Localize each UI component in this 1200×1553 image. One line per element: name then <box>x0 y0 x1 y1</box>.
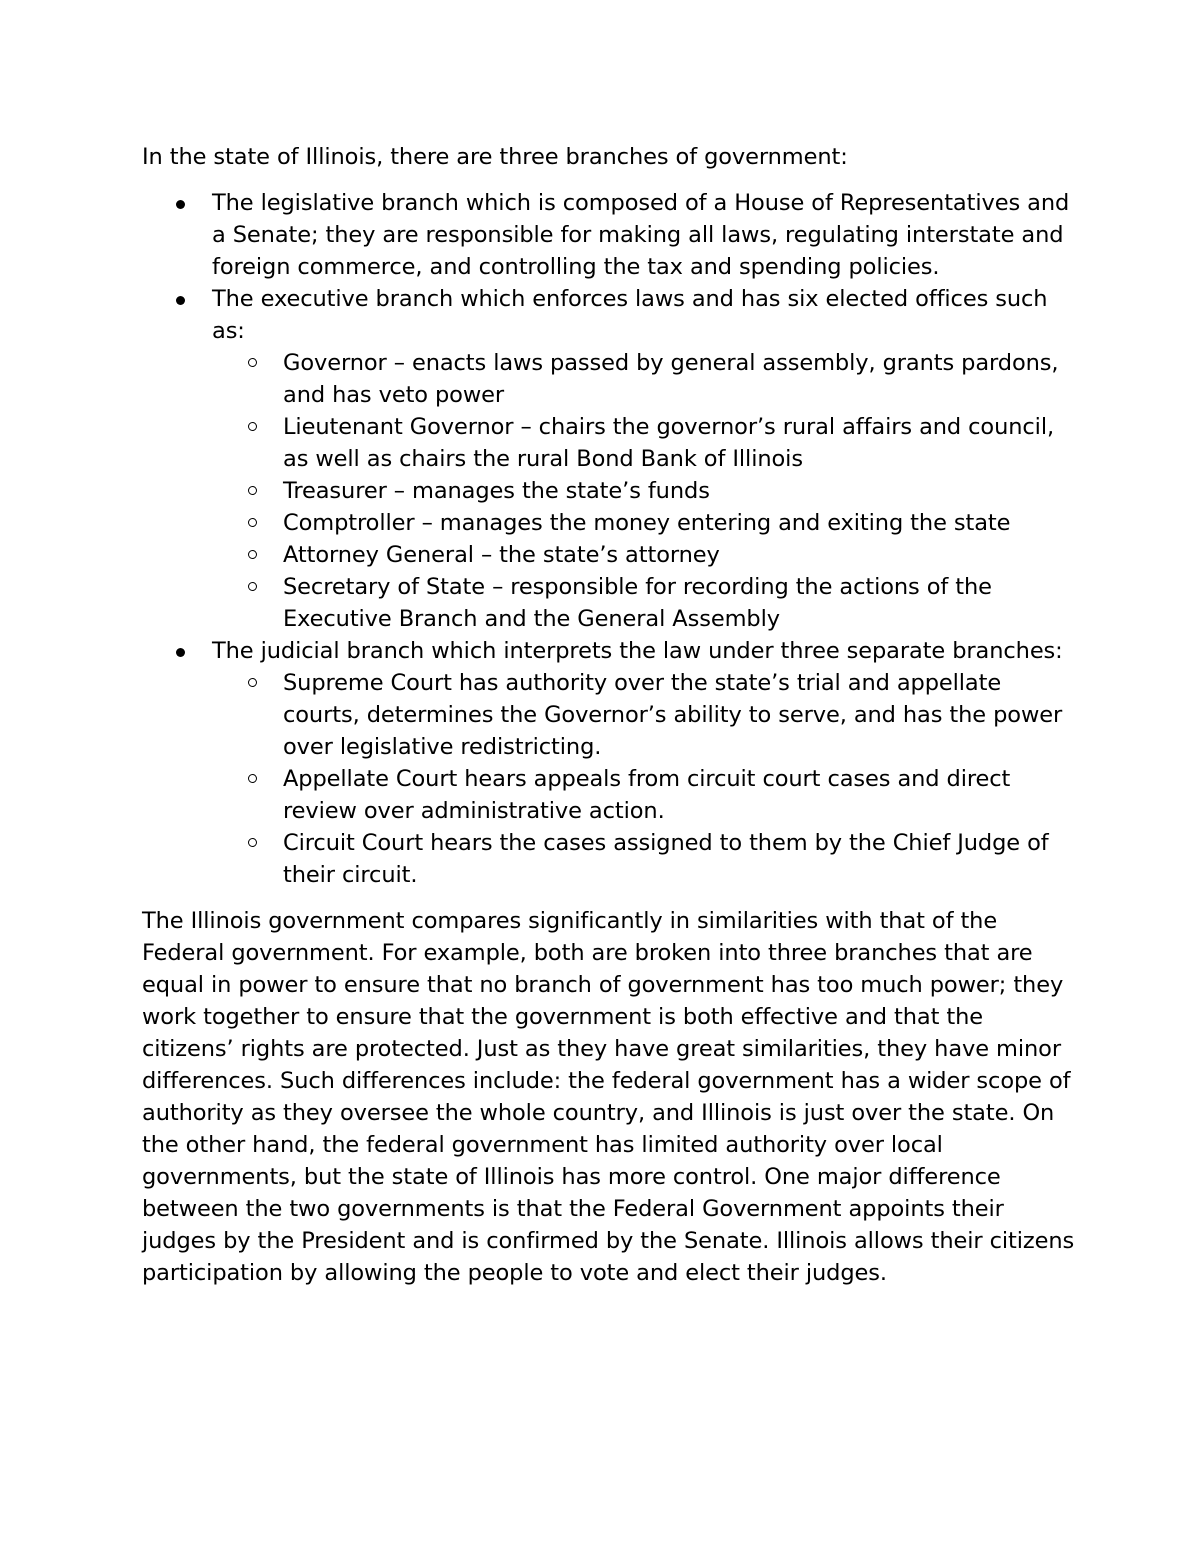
executive-offices-list <box>212 347 1077 635</box>
sub-list-item <box>212 347 1077 411</box>
hollow-bullet-icon <box>248 518 257 527</box>
intro-paragraph: In the state of Illinois, there are three branches of government: <box>142 144 848 170</box>
hollow-bullet-icon <box>248 358 257 367</box>
sub-item-text: Comptroller – manages the money entering and exiting the state <box>283 510 1011 536</box>
document-page <box>142 141 1077 1289</box>
sub-item-text: Supreme Court has authority over the state’s trial and appellate courts, determines the Governor’s ability to serve, and has the power over legislative redistricting. <box>283 670 1063 760</box>
sub-item-text: Appellate Court hears appeals from circuit court cases and direct review over administrative action. <box>283 766 1011 824</box>
branch-item-legislative <box>142 187 1077 283</box>
sub-item-text: Lieutenant Governor – chairs the governor’s rural affairs and council, as well as chairs the rural Bond Bank of Illinois <box>283 414 1055 472</box>
hollow-bullet-icon <box>248 550 257 559</box>
branch-item-executive <box>142 283 1077 635</box>
branch-text: The executive branch which enforces laws and has six elected offices such as: <box>212 286 1048 344</box>
sub-list-item <box>212 827 1077 891</box>
bullet-icon <box>176 200 185 209</box>
sub-list-item <box>212 539 1077 571</box>
hollow-bullet-icon <box>248 582 257 591</box>
comparison-paragraph: The Illinois government compares significantly in similarities with that of the Federal government. For example, both are broken into three branches that are equal in power to ensure that no branch of government has too much power; they work together to ensure that the government is both effective and that the citizens’ rights are protected. Just as they have great similarities, they have minor differences. Such differences include: the federal government has a wider scope of authority as they oversee the whole country, and Illinois is just over the state. On the other hand, the federal government has limited authority over local governments, but the state of Illinois has more control. One major difference between the two governments is that the Federal Government appoints their judges by the President and is confirmed by the Senate. Illinois allows their citizens participation by allowing the people to vote and elect their judges. <box>142 908 1075 1286</box>
branch-text: The legislative branch which is composed of a House of Representatives and a Senate; they are responsible for making all laws, regulating interstate and foreign commerce, and controlling the tax and spending policies. <box>212 190 1070 280</box>
bullet-icon <box>176 296 185 305</box>
sub-item-text: Attorney General – the state’s attorney <box>283 542 720 568</box>
sub-list-item <box>212 571 1077 635</box>
branches-list <box>142 187 1077 891</box>
sub-list-item <box>212 507 1077 539</box>
sub-list-item <box>212 667 1077 763</box>
sub-list-item <box>212 763 1077 827</box>
branch-item-judicial <box>142 635 1077 891</box>
sub-item-text: Circuit Court hears the cases assigned to them by the Chief Judge of their circuit. <box>283 830 1049 888</box>
branch-text: The judicial branch which interprets the law under three separate branches: <box>212 638 1063 664</box>
hollow-bullet-icon <box>248 486 257 495</box>
sub-list-item <box>212 475 1077 507</box>
sub-list-item <box>212 411 1077 475</box>
judicial-courts-list <box>212 667 1077 891</box>
sub-item-text: Governor – enacts laws passed by general assembly, grants pardons, and has veto power <box>283 350 1059 408</box>
hollow-bullet-icon <box>248 774 257 783</box>
bullet-icon <box>176 648 185 657</box>
hollow-bullet-icon <box>248 838 257 847</box>
hollow-bullet-icon <box>248 678 257 687</box>
hollow-bullet-icon <box>248 422 257 431</box>
sub-item-text: Treasurer – manages the state’s funds <box>283 478 710 504</box>
sub-item-text: Secretary of State – responsible for recording the actions of the Executive Branch and the General Assembly <box>283 574 992 632</box>
